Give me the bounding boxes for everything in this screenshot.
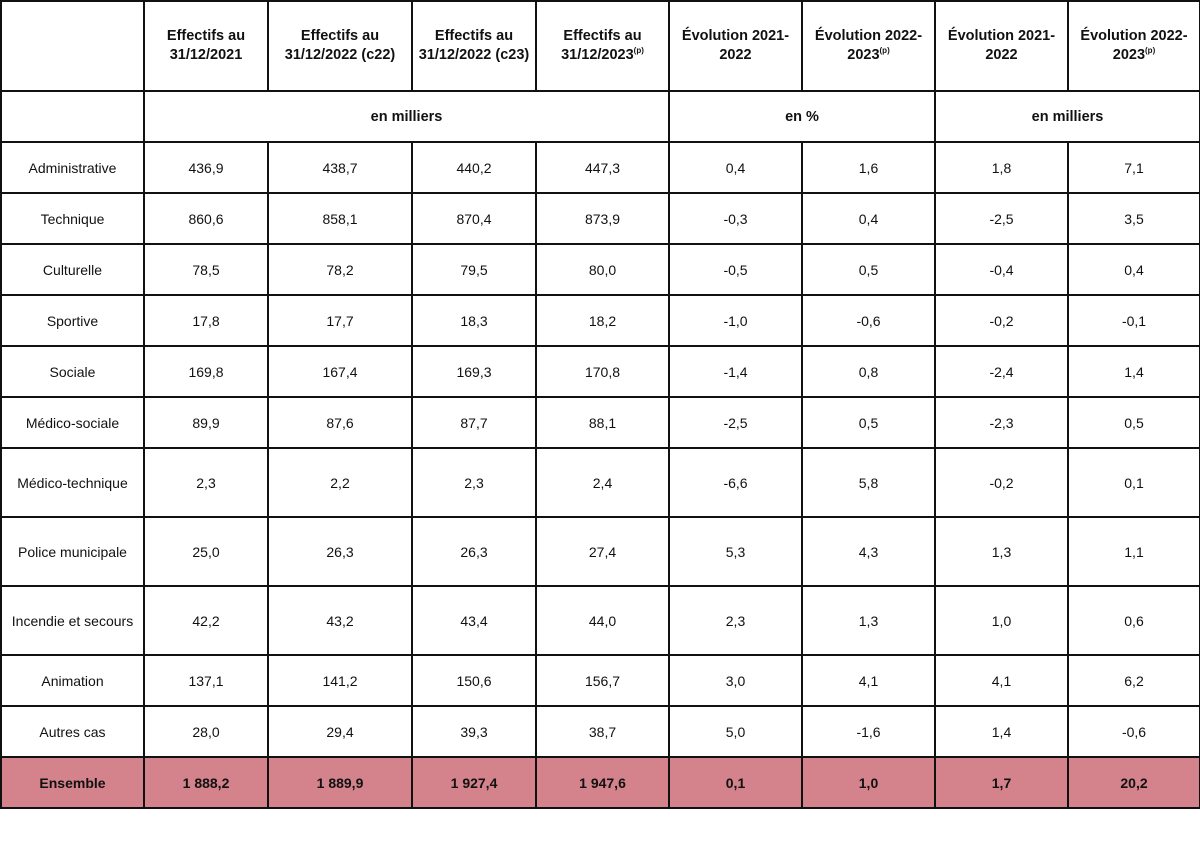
header-corner-cell (1, 1, 144, 91)
row-label: Animation (1, 655, 144, 706)
table-row (1, 142, 1200, 193)
total-cell: 1,0 (802, 757, 935, 808)
table-cell: 0,5 (1068, 397, 1200, 448)
table-row (1, 295, 1200, 346)
total-cell: 1 927,4 (412, 757, 536, 808)
table-cell: 43,2 (268, 586, 412, 655)
total-cell: 1 947,6 (536, 757, 669, 808)
table-row (1, 346, 1200, 397)
table-cell: 137,1 (144, 655, 268, 706)
table-cell: 44,0 (536, 586, 669, 655)
table-cell: 858,1 (268, 193, 412, 244)
total-cell: 1,7 (935, 757, 1068, 808)
header-effectifs-2021: Effectifs au 31/12/2021 (144, 1, 268, 91)
table-cell: 438,7 (268, 142, 412, 193)
table-row (1, 586, 1200, 655)
row-label: Incendie et secours (1, 586, 144, 655)
table-row (1, 517, 1200, 586)
table-row (1, 706, 1200, 757)
header-evolution-pct-2021-2022: Évolution 2021-2022 (669, 1, 802, 91)
table-cell: 25,0 (144, 517, 268, 586)
table-cell: 0,1 (1068, 448, 1200, 517)
table-cell: -0,2 (935, 295, 1068, 346)
row-label: Sportive (1, 295, 144, 346)
table-cell: 436,9 (144, 142, 268, 193)
table-cell: 43,4 (412, 586, 536, 655)
row-label: Culturelle (1, 244, 144, 295)
table-cell: -0,1 (1068, 295, 1200, 346)
table-cell: 0,8 (802, 346, 935, 397)
table-cell: 5,8 (802, 448, 935, 517)
table-cell: 27,4 (536, 517, 669, 586)
table-cell: 2,2 (268, 448, 412, 517)
table-cell: 0,4 (802, 193, 935, 244)
table-cell: 2,3 (144, 448, 268, 517)
header-evolution-pct-2022-2023 (802, 1, 935, 91)
table-cell: 28,0 (144, 706, 268, 757)
header-effectifs-2023-sup: (p) (633, 46, 644, 56)
table-cell: -6,6 (669, 448, 802, 517)
table-cell: 0,4 (1068, 244, 1200, 295)
header-effectifs-2023-text: Effectifs au 31/12/2023 (561, 28, 642, 63)
table-cell: -2,5 (935, 193, 1068, 244)
row-label: Technique (1, 193, 144, 244)
unit-milliers-evolution: en milliers (935, 91, 1200, 142)
table-cell: 26,3 (412, 517, 536, 586)
table-row (1, 397, 1200, 448)
table-cell: -1,0 (669, 295, 802, 346)
header-row (1, 1, 1200, 91)
table-cell: 26,3 (268, 517, 412, 586)
table-cell: 1,8 (935, 142, 1068, 193)
unit-milliers-effectifs: en milliers (144, 91, 669, 142)
unit-percent: en % (669, 91, 935, 142)
table-cell: 7,1 (1068, 142, 1200, 193)
table-cell: 89,9 (144, 397, 268, 448)
table-cell: 2,4 (536, 448, 669, 517)
table-cell: 42,2 (144, 586, 268, 655)
unit-corner-cell (1, 91, 144, 142)
table-cell: -1,6 (802, 706, 935, 757)
table-cell: 5,3 (669, 517, 802, 586)
table-cell: 1,0 (935, 586, 1068, 655)
row-label: Médico-technique (1, 448, 144, 517)
header-evolution-pct-2022-2023-text: Évolution 2022-2023 (814, 28, 923, 63)
total-cell: 1 889,9 (268, 757, 412, 808)
table-cell: 0,4 (669, 142, 802, 193)
table-cell: 169,8 (144, 346, 268, 397)
table-cell: 1,1 (1068, 517, 1200, 586)
table-cell: -2,4 (935, 346, 1068, 397)
table-row (1, 244, 1200, 295)
table-cell: 79,5 (412, 244, 536, 295)
table-cell: 1,4 (1068, 346, 1200, 397)
total-cell: 0,1 (669, 757, 802, 808)
header-evolution-milliers-2022-2023 (1068, 1, 1200, 91)
table-cell: 38,7 (536, 706, 669, 757)
table-row (1, 448, 1200, 517)
total-label: Ensemble (1, 757, 144, 808)
total-cell: 1 888,2 (144, 757, 268, 808)
table-cell: 170,8 (536, 346, 669, 397)
total-cell: 20,2 (1068, 757, 1200, 808)
table-cell: 80,0 (536, 244, 669, 295)
table-cell: 0,5 (802, 397, 935, 448)
table-cell: 0,5 (802, 244, 935, 295)
table-cell: 6,2 (1068, 655, 1200, 706)
header-evolution-milliers-2021-2022: Évolution 2021-2022 (935, 1, 1068, 91)
table-cell: 87,7 (412, 397, 536, 448)
table-cell: 150,6 (412, 655, 536, 706)
header-evolution-milliers-2022-2023-sup: (p) (1145, 46, 1156, 56)
row-label: Sociale (1, 346, 144, 397)
table-cell: 167,4 (268, 346, 412, 397)
table-cell: 447,3 (536, 142, 669, 193)
table-cell: 17,8 (144, 295, 268, 346)
table-cell: -2,3 (935, 397, 1068, 448)
table-row (1, 655, 1200, 706)
table-cell: -0,3 (669, 193, 802, 244)
table-cell: 5,0 (669, 706, 802, 757)
row-label: Administrative (1, 142, 144, 193)
header-evolution-pct-2022-2023-sup: (p) (879, 46, 890, 56)
table-cell: 17,7 (268, 295, 412, 346)
table-cell: 3,5 (1068, 193, 1200, 244)
row-label: Médico-sociale (1, 397, 144, 448)
table-cell: 1,3 (935, 517, 1068, 586)
table-cell: 1,6 (802, 142, 935, 193)
table-cell: 156,7 (536, 655, 669, 706)
table-cell: 1,4 (935, 706, 1068, 757)
table-cell: 4,3 (802, 517, 935, 586)
table-cell: 0,6 (1068, 586, 1200, 655)
table-cell: 870,4 (412, 193, 536, 244)
table-cell: 4,1 (935, 655, 1068, 706)
table-cell: 440,2 (412, 142, 536, 193)
header-effectifs-2023 (536, 1, 669, 91)
table-cell: -1,4 (669, 346, 802, 397)
total-row (1, 757, 1200, 808)
table-cell: 18,3 (412, 295, 536, 346)
table-cell: -0,5 (669, 244, 802, 295)
table-cell: 29,4 (268, 706, 412, 757)
table-cell: -0,2 (935, 448, 1068, 517)
table-cell: 18,2 (536, 295, 669, 346)
table-cell: 87,6 (268, 397, 412, 448)
unit-row (1, 91, 1200, 142)
table-body (1, 142, 1200, 757)
table-cell: -0,4 (935, 244, 1068, 295)
table-cell: 3,0 (669, 655, 802, 706)
header-effectifs-2022-c23: Effectifs au 31/12/2022 (c23) (412, 1, 536, 91)
table-cell: 2,3 (412, 448, 536, 517)
header-evolution-milliers-2022-2023-text: Évolution 2022-2023 (1080, 28, 1188, 63)
table-cell: 88,1 (536, 397, 669, 448)
table-cell: 78,2 (268, 244, 412, 295)
table-cell: 873,9 (536, 193, 669, 244)
row-label: Police municipale (1, 517, 144, 586)
table-cell: 860,6 (144, 193, 268, 244)
row-label: Autres cas (1, 706, 144, 757)
table-cell: 141,2 (268, 655, 412, 706)
table-row (1, 193, 1200, 244)
table-cell: -2,5 (669, 397, 802, 448)
table-cell: 4,1 (802, 655, 935, 706)
table-cell: 39,3 (412, 706, 536, 757)
table-cell: 169,3 (412, 346, 536, 397)
table-cell: 1,3 (802, 586, 935, 655)
header-effectifs-2022-c22: Effectifs au 31/12/2022 (c22) (268, 1, 412, 91)
table-cell: -0,6 (1068, 706, 1200, 757)
table-cell: -0,6 (802, 295, 935, 346)
table-cell: 2,3 (669, 586, 802, 655)
table-cell: 78,5 (144, 244, 268, 295)
